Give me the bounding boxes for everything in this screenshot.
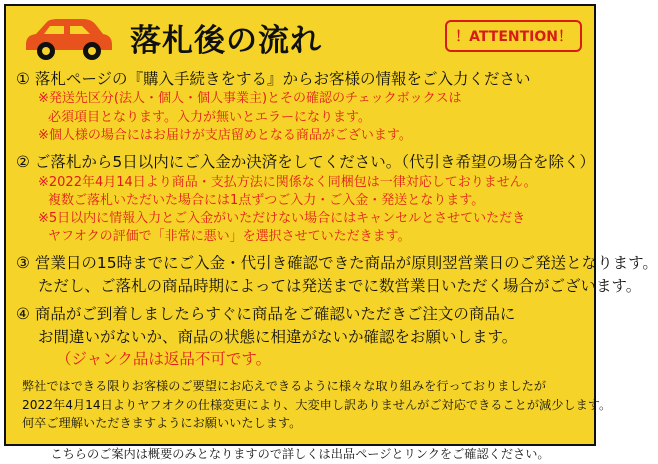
item-line: ※5日以内に情報入力とご入金がいただけない場合にはキャンセルとさせていただき — [38, 210, 526, 226]
item-line: ※2022年4月14日より商品・支払方法に関係なく同梱包は一律対応しておりません。 — [38, 174, 537, 190]
item-text: ご落札から5日以内にご入金か決済をしてください。（代引き希望の場合を除く） — [34, 153, 595, 172]
list-item — [16, 151, 595, 246]
item-text: 商品がご到着しましたらすぐに商品をご確認いただきご注文の商品に — [34, 305, 516, 324]
item-marker: ① — [16, 70, 30, 88]
item-text: 営業日の15時までにご入金・代引き確認できた商品が原則翌営業日のご発送となります。 — [34, 254, 658, 273]
item-line: ※発送先区分(法人・個人・個人事業主)とその確認のチェックボックスは — [38, 91, 462, 107]
footer-line: 2022年4月14日よりヤフオクの仕様変更により、大変申し訳ありませんがご対応できることが減少します。 — [22, 397, 612, 412]
footer-note — [22, 445, 578, 464]
item-marker: ④ — [16, 305, 30, 324]
item-line — [16, 151, 595, 173]
footer-line: 何卒ご理解いただきますようにお願いいたします。 — [22, 416, 302, 431]
footer-note-text: こちらのご案内は概要のみとなりますので詳しくは出品ページとリンクをご確認ください。 — [50, 447, 550, 462]
list-item — [16, 303, 584, 370]
item-line: お間違いがないか、商品の状態に相違がないか確認をお願いします。 — [38, 327, 518, 346]
header — [6, 6, 594, 68]
item-marker: ② — [16, 153, 30, 172]
notice-card — [4, 4, 658, 462]
attention-badge: ！ATTENTION！ — [445, 20, 582, 52]
item-line: ※個人様の場合にはお届けが支店留めとなる商品がございます。 — [38, 127, 412, 143]
car-icon — [20, 11, 116, 63]
item-line — [16, 68, 584, 90]
notice-body — [6, 68, 658, 464]
footer-line: 弊社ではできる限りお客様のご要望にお応えできるように様々な取り組みを行っておりましたが — [22, 378, 547, 393]
footer — [16, 377, 612, 464]
item-line: 必須項目となります。入力が無いとエラーになります。 — [48, 109, 371, 125]
item-line: （ジャンク品は返品不可です。 — [56, 350, 272, 369]
item-line — [16, 303, 584, 325]
item-text: 落札ページの『購入手続きをする』からお客様の情報をご入力ください — [34, 70, 531, 88]
item-line — [16, 252, 658, 274]
page-title: 落札後の流れ — [130, 22, 322, 59]
item-line: ヤフオクの評価で「非常に悪い」を選択させていただきます。 — [48, 229, 411, 245]
item-marker: ③ — [16, 254, 30, 273]
list-item — [16, 68, 584, 145]
item-line: 複数ご落札いただいた場合には1点ずつご入力・ご入金・発送となります。 — [48, 192, 485, 208]
list-item — [16, 252, 658, 297]
item-line: ただし、ご落札の商品時期によっては発送までに数営業日いただく場合がございます。 — [38, 276, 642, 295]
